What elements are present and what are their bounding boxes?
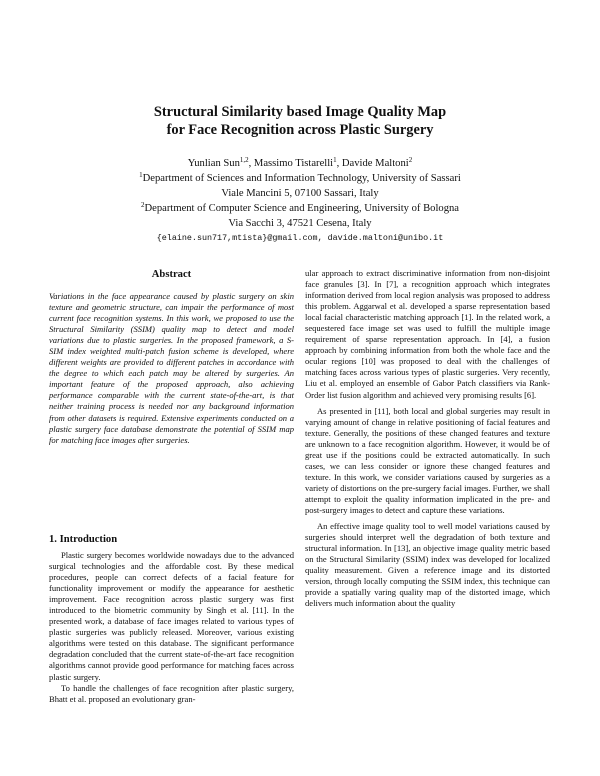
introduction-body — [49, 550, 294, 705]
affiliation-1 — [60, 171, 540, 186]
affiliation-mark: 2 — [141, 201, 145, 209]
abstract-text: Variations in the face appearance caused by plastic surgery on skin texture and geometric structure, can impair the performance of most current face recognition systems. In this work, we proposed to use the Structural Similarity (SSIM) quality map to detect and model variations due to plastic surgeries. In the proposed framework, a S-SIM index weighted multi-patch fusion scheme is developed, where different weights are provided to different patches in accordance with the degree to which each patch may be altered by surgeries. An important feature of the proposed approach, also achieving performance comparable with the current state-of-the-art, is that neither training process is needed nor any background information from other datasets is required. Extensive experiments conducted on a plastic surgery face database demonstrate the potential of SSIM map for matching face images after surgeries. — [49, 291, 294, 445]
paper-title — [60, 103, 540, 139]
paragraph: An effective image quality tool to well model variations caused by surgeries should interpret well the degradation of both texture and structural information. In [13], an objective image quality metric based on the Structural Similarity (SSIM) index was developed for localized quality measurement. Given a reference image and its distorted version, through locally computing the SSIM index, this technique can provide a spatially varing quality map of the distorted image, which delivers much information about the quality — [305, 521, 550, 609]
paragraph: Plastic surgery becomes worldwide nowadays due to the advanced surgical technologies and the affordable cost. By these medical procedures, people can correct defects of a facial feature for functionality improvement or modify the appearance for aesthetic improvement. Face recognition across plastic surgery was first introduced to the biometric community by Singh et al. [11]. In the presented work, a database of face images related to various types of plastic surgeries was publicly released. Moreover, various existing algorithms were tested on this database. The significant performance degradation concluded that the current state-of-the-art face recognition algorithms cannot provide good performance for matching faces across plastic surgery. — [49, 550, 294, 682]
paragraph: ular approach to extract discriminative information from non-disjoint face granules [3]. In [7], a recognition approach which integrates information derived from local region analysis was proposed to address this problem. Aggarwal et al. developed a sparse representation based local facial characteristic matching approach [1]. In the related work, a sequestered face image set was used to fulfill the multiple image requirement of sparse representation approach. In [4], a fusion approach by combining information from both the whole face and the ocular regions [10] was proposed to deal with the challenges of matching faces across various types of plastic surgeries. Very recently, Liu et al. employed an ensemble of Gabor Patch classifiers via Rank-Order list fusion algorithm and achieved very promising results [6]. — [305, 268, 550, 400]
left-column — [49, 268, 294, 704]
author-block — [60, 156, 540, 246]
author-emails: {elaine.sun717,mtista}@gmail.com, davide.maltoni@unibo.it — [156, 233, 444, 243]
author-affiliation-mark: 2 — [408, 156, 413, 164]
section-heading-introduction: 1. Introduction — [49, 534, 118, 545]
affiliation-1-address: Viale Mancini 5, 07100 Sassari, Italy — [221, 188, 379, 199]
affiliation-name: Department of Computer Science and Engineering, University of Bologna — [144, 203, 459, 214]
author-affiliation-mark: 1 — [333, 156, 337, 164]
author-name: Massimo Tistarelli — [253, 158, 334, 169]
affiliation-mark: 1 — [139, 171, 143, 179]
affiliation-2 — [60, 201, 540, 216]
affiliation-name: Department of Sciences and Information Technology, University of Sassari — [142, 173, 461, 184]
author-name: Davide Maltoni — [341, 158, 409, 169]
author-name: Yunlian Sun — [187, 158, 240, 169]
author-affiliation-mark: 1,2 — [239, 156, 249, 164]
paragraph: As presented in [11], both local and global surgeries may result in varying amount of change in relative positioning of facial features and texture. Generally, the positions of these changed features and texture are unknown to a face recognition algorithm. However, it would be of great use if the positions could be extracted automatically. In such cases, we can less consider or ignore these changed features and texture. In this work, we consider variations caused by surgeries as a variety of distortions on the pre-surgery facial images. Further, we shall attempt to exploit the quality information implicated in the pre- and post-surgery images to detect and capture these variations. — [305, 405, 550, 515]
title-line-2: for Face Recognition across Plastic Surgery — [166, 122, 434, 138]
title-line-1: Structural Similarity based Image Quality Map — [153, 104, 447, 120]
right-column — [305, 268, 550, 609]
paragraph: To handle the challenges of face recognition after plastic surgery, Bhatt et al. proposed an evolutionary gran- — [49, 682, 294, 704]
affiliation-2-address: Via Sacchi 3, 47521 Cesena, Italy — [228, 218, 372, 229]
abstract-heading: Abstract — [151, 269, 192, 280]
author-line: Yunlian Sun$^{1,2}$, Massimo Tistarelli$^1$, Davide Maltoni$^2$ — [187, 156, 413, 169]
